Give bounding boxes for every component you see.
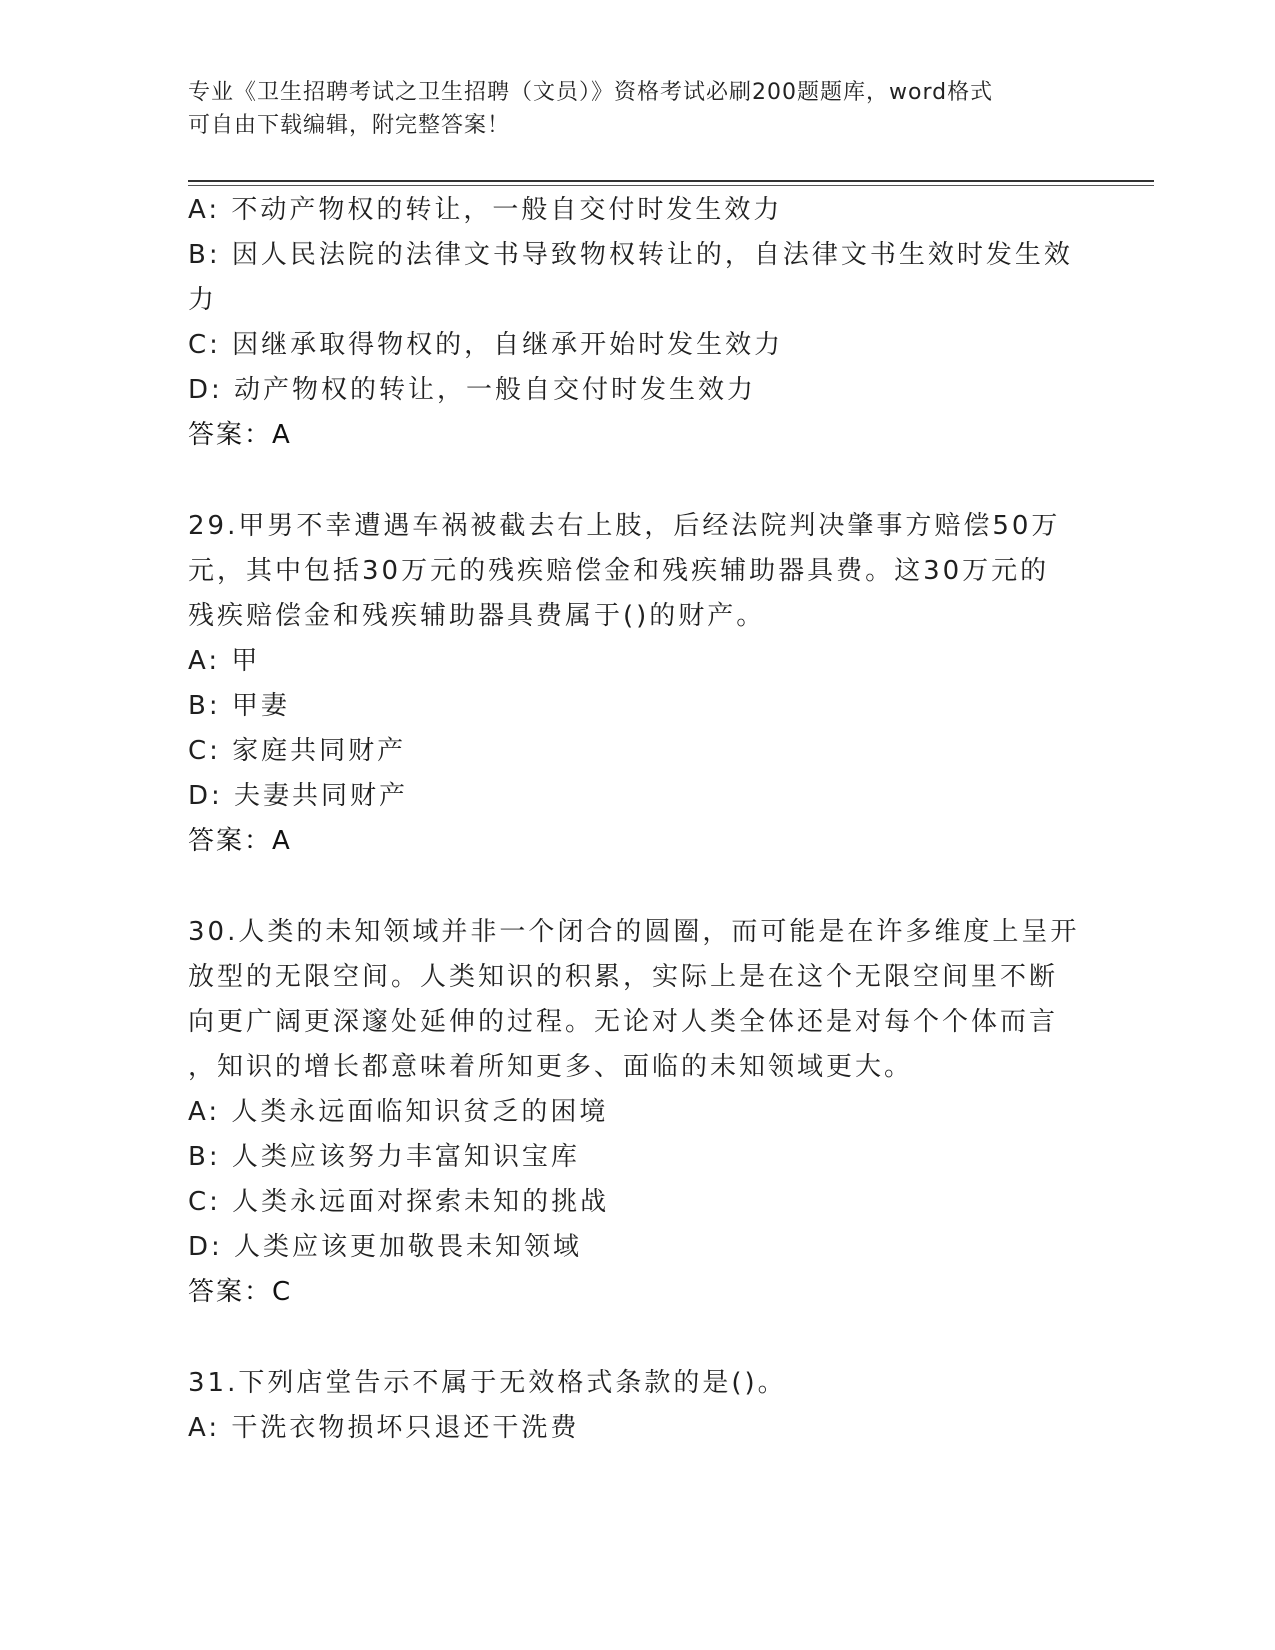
question-31 xyxy=(188,1361,1088,1451)
option-b: B: 甲妻 xyxy=(188,691,290,721)
answer-line: 答案：A xyxy=(188,420,292,450)
header-divider-thin xyxy=(188,185,1154,186)
option-c: C: 因继承取得物权的，自继承开始时发生效力 xyxy=(188,330,784,360)
question-stem-line: 元，其中包括30万元的残疾赔偿金和残疾辅助器具费。这30万元的 xyxy=(188,556,1050,586)
question-stem-line: 29.甲男不幸遭遇车祸被截去右上肢，后经法院判决肇事方赔偿50万 xyxy=(188,511,1061,541)
option-b: B: 人类应该努力丰富知识宝库 xyxy=(188,1142,580,1172)
document-header xyxy=(188,76,1068,142)
option-a: A: 不动产物权的转让，一般自交付时发生效力 xyxy=(188,195,783,225)
option-b: B: 因人民法院的法律文书导致物权转让的，自法律文书生效时发生效 xyxy=(188,240,1073,270)
option-a: A: 甲 xyxy=(188,646,261,676)
header-title-line-1: 专业《卫生招聘考试之卫生招聘（文员）》资格考试必刷200题题库，word格式 xyxy=(188,80,994,105)
question-28 xyxy=(188,188,1088,458)
question-stem-line: 30.人类的未知领域并非一个闭合的圆圈，而可能是在许多维度上呈开 xyxy=(188,917,1080,947)
option-c: C: 人类永远面对探索未知的挑战 xyxy=(188,1187,610,1217)
option-d: D: 人类应该更加敬畏未知领域 xyxy=(188,1232,583,1262)
option-d: D: 夫妻共同财产 xyxy=(188,781,409,811)
option-a: A: 人类永远面临知识贫乏的困境 xyxy=(188,1097,609,1127)
option-c: C: 家庭共同财产 xyxy=(188,736,407,766)
question-stem-line: 31.下列店堂告示不属于无效格式条款的是()。 xyxy=(188,1368,787,1398)
question-stem-line: ，知识的增长都意味着所知更多、面临的未知领域更大。 xyxy=(188,1052,914,1082)
option-a: A: 干洗衣物损坏只退还干洗费 xyxy=(188,1413,580,1443)
question-stem-line: 放型的无限空间。人类知识的积累，实际上是在这个无限空间里不断 xyxy=(188,962,1059,992)
header-title-line-2: 可自由下载编辑，附完整答案！ xyxy=(188,113,511,138)
option-d: D: 动产物权的转让，一般自交付时发生效力 xyxy=(188,375,757,405)
question-list xyxy=(188,188,1088,1451)
question-29 xyxy=(188,504,1088,864)
question-stem-line: 向更广阔更深邃处延伸的过程。无论对人类全体还是对每个个体而言 xyxy=(188,1007,1059,1037)
header-divider-thick xyxy=(188,180,1154,182)
answer-line: 答案：C xyxy=(188,1277,293,1307)
option-b-continued: 力 xyxy=(188,285,218,315)
question-stem-line: 残疾赔偿金和残疾辅助器具费属于()的财产。 xyxy=(188,601,766,631)
answer-line: 答案：A xyxy=(188,826,292,856)
question-30 xyxy=(188,910,1088,1315)
